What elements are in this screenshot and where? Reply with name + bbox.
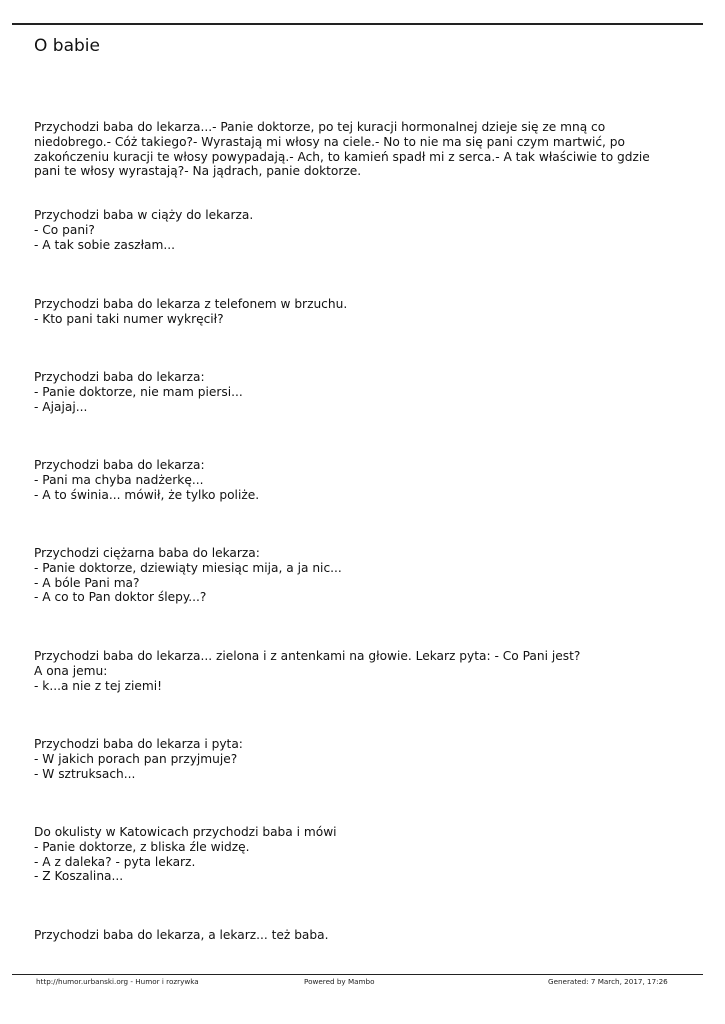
joke-text: Przychodzi baba do lekarza...- Panie doktorze, po tej kuracji hormonalnej dzieje się ze mną co niedobrego.- Cóż takiego?- Wyrastają mi włosy na ciele.- No to nie ma się pani czym martwić, po zakończeniu kuracji te włosy powypadają.- Ach, to kamień spadł mi z serca.- A tak właściwie to gdzie pani te włosy wyrastają?- Na jądrach, panie doktorze.	[34, 120, 650, 179]
joke-line: Przychodzi baba do lekarza:	[34, 370, 205, 384]
footer-site-link[interactable]: http://humor.urbanski.org - Humor i rozrywka	[36, 977, 199, 986]
joke-7	[34, 649, 674, 693]
joke-line: - Pani ma chyba nadżerkę...	[34, 472, 204, 487]
joke-line: Przychodzi ciężarna baba do lekarza:	[34, 546, 260, 560]
joke-9	[34, 825, 674, 884]
joke-6	[34, 546, 674, 605]
joke-line: - Z Koszalina...	[34, 869, 124, 884]
joke-line: Przychodzi baba do lekarza... zielona i z antenkami na głowie. Lekarz pyta: - Co Pani jest?	[34, 649, 581, 663]
joke-2	[34, 208, 674, 252]
joke-line: - A co to Pan doktor ślepy...?	[34, 590, 207, 605]
joke-4	[34, 370, 674, 414]
joke-10	[34, 928, 674, 943]
joke-line: Przychodzi baba do lekarza i pyta:	[34, 737, 243, 751]
joke-line: Przychodzi baba do lekarza z telefonem w brzuchu.	[34, 297, 348, 311]
joke-3	[34, 297, 674, 327]
joke-line: - A bóle Pani ma?	[34, 575, 140, 590]
joke-line: - k...a nie z tej ziemi!	[34, 678, 163, 693]
joke-line: Przychodzi baba do lekarza:	[34, 458, 205, 472]
joke-line: - A to świnia... mówił, że tylko poliże.	[34, 487, 260, 502]
footer-rule	[12, 974, 703, 975]
top-rule	[12, 23, 703, 25]
joke-line: - Panie doktorze, z bliska źle widzę.	[34, 839, 250, 854]
joke-line: - Panie doktorze, nie mam piersi...	[34, 384, 243, 399]
joke-line: Przychodzi baba w ciąży do lekarza.	[34, 208, 254, 222]
joke-line: Do okulisty w Katowicach przychodzi baba i mówi	[34, 825, 337, 839]
footer-generated-date: Generated: 7 March, 2017, 17:26	[548, 977, 668, 986]
footer-powered-by: Powered by Mambo	[304, 977, 375, 986]
joke-line: - W jakich porach pan przyjmuje?	[34, 751, 238, 766]
joke-line: A ona jemu:	[34, 663, 108, 678]
joke-line: - Ajajaj...	[34, 399, 88, 414]
joke-5	[34, 458, 674, 502]
joke-line: - Panie doktorze, dziewiąty miesiąc mija, a ja nic...	[34, 560, 342, 575]
joke-line: - A tak sobie zaszłam...	[34, 237, 176, 252]
joke-line: - Co pani?	[34, 222, 95, 237]
joke-1	[34, 120, 674, 179]
joke-line: Przychodzi baba do lekarza, a lekarz... też baba.	[34, 928, 329, 942]
page-title: O babie	[34, 36, 100, 56]
joke-line: - A z daleka? - pyta lekarz.	[34, 854, 196, 869]
joke-line: - Kto pani taki numer wykręcił?	[34, 311, 224, 326]
joke-line: - W sztruksach...	[34, 766, 136, 781]
joke-8	[34, 737, 674, 781]
